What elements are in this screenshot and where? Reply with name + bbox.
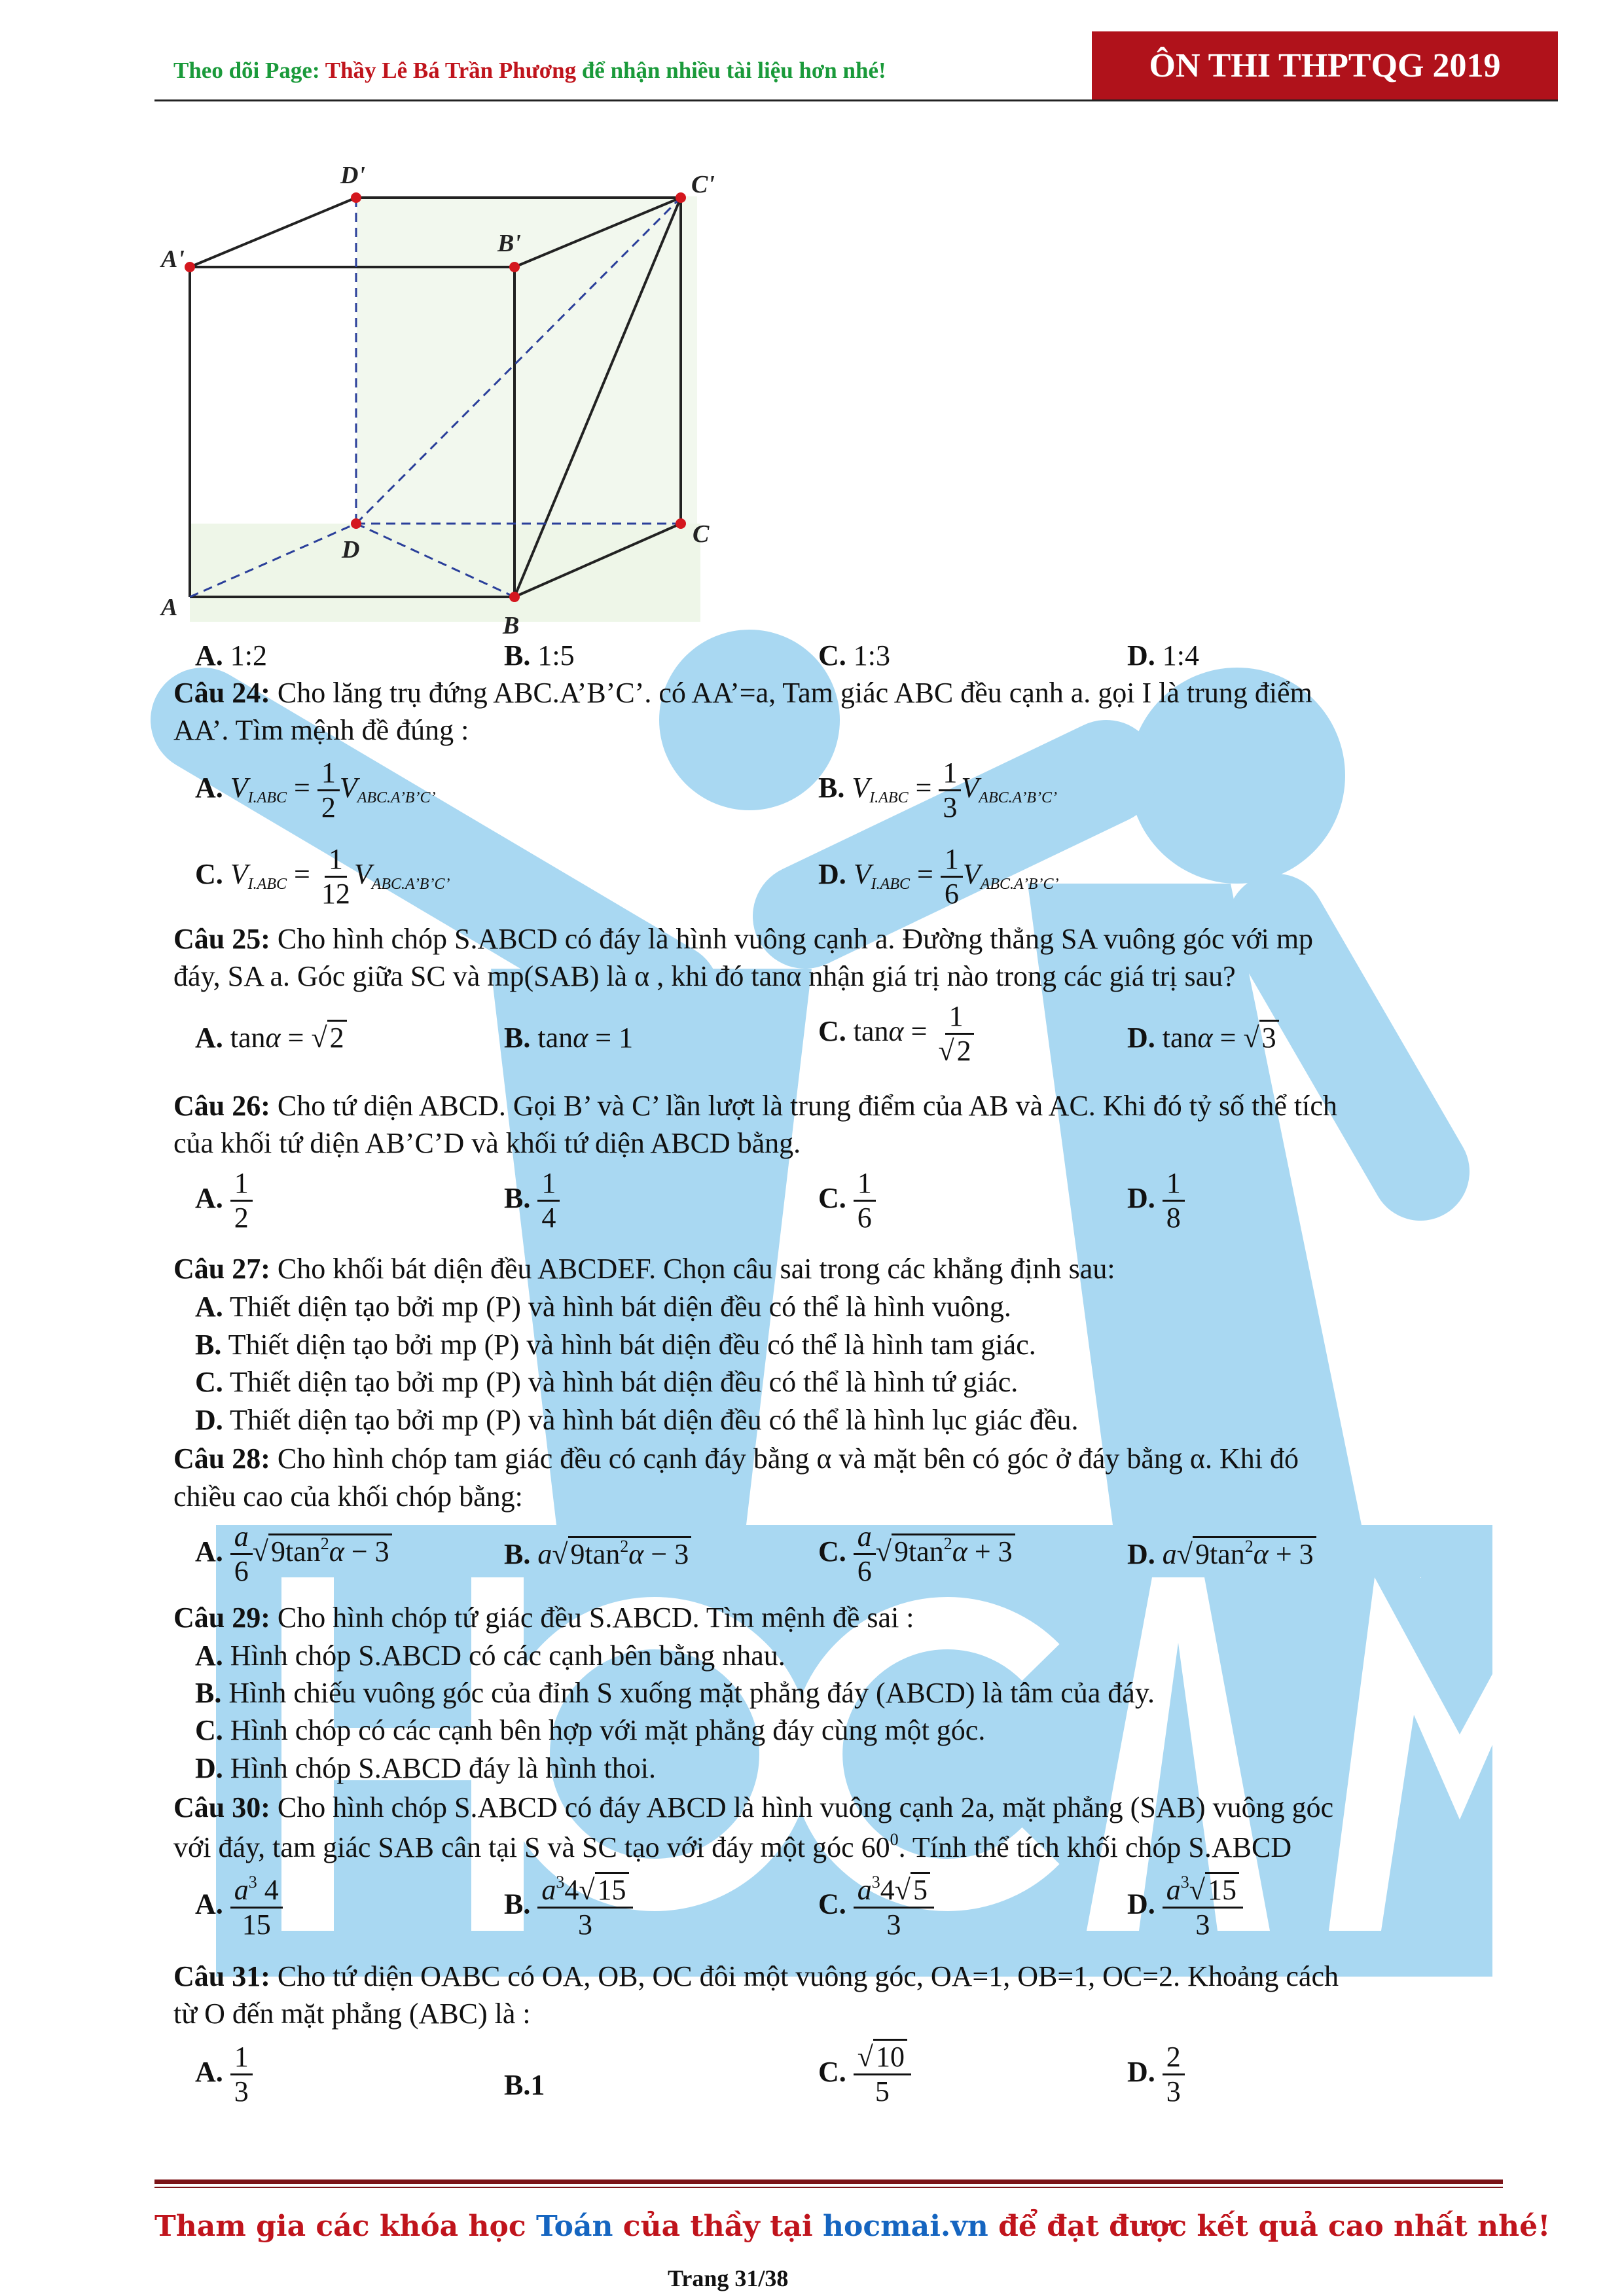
footer-divider	[154, 2179, 1503, 2184]
label-d-prime: D'	[340, 162, 365, 189]
label-d: D	[342, 536, 360, 564]
q30-line1: Câu 30: Cho hình chóp S.ABCD có đáy ABCD là hình vuông cạnh 2a, mặt phẳng (SAB) vuông góc	[173, 1791, 1334, 1823]
q24-option-d[interactable]: D. $V_{I.ABC}$ = $\frac{1}{6}$ $V_{ABC.A’B’C’}$	[818, 843, 1059, 910]
cube-figure	[157, 157, 733, 641]
q26-option-c[interactable]: C. $\frac{1}{6}$	[818, 1168, 876, 1233]
q31-option-b[interactable]: B.1	[504, 2069, 545, 2101]
q23-option-c[interactable]: C. 1:3	[818, 639, 891, 672]
q26-option-b[interactable]: B. $\frac{1}{4}$	[504, 1168, 560, 1233]
q25-option-a[interactable]: A. tanα = √2	[195, 1021, 347, 1054]
q24-line1: Câu 24: Cho lăng trụ đứng ABC.A’B’C’. có AA’=a, Tam giác ABC đều cạnh a. gọi I là trung điểm	[173, 677, 1312, 709]
q25-line1: Câu 25: Cho hình chóp S.ABCD có đáy là hình vuông cạnh a. Đường thẳng SA vuông góc với mp	[173, 923, 1314, 955]
label-b: B	[503, 612, 520, 639]
page-number: Trang 31/38	[668, 2265, 789, 2291]
footer-site-link[interactable]: hocmai.vn	[823, 2210, 988, 2243]
header-prefix: Theo dõi Page:	[173, 58, 325, 83]
header-page-link[interactable]: Thầy Lê Bá Trần Phương	[325, 58, 577, 83]
footer-divider-thin	[154, 2187, 1503, 2188]
q31-line2: từ O đến mặt phẳng (ABC) là :	[173, 1998, 531, 2030]
label-c: C	[693, 520, 710, 548]
q29-option-a[interactable]: A. Hình chóp S.ABCD có các cạnh bên bằng nhau.	[195, 1640, 785, 1672]
q24-line2: AA’. Tìm mệnh đề đúng :	[173, 714, 469, 746]
header-suffix: để nhận nhiều tài liệu hơn nhé!	[576, 58, 886, 83]
q28-line1: Câu 28: Cho hình chóp tam giác đều có cạnh đáy bằng α và mặt bên có góc ở đáy bằng α. Khi đó	[173, 1443, 1299, 1475]
q24-option-c[interactable]: C. $V_{I.ABC}$ = $\frac{1}{12}$ $V_{ABC.A’B’C’}$	[195, 843, 450, 910]
q30-option-d[interactable]: D. $\frac{a^3√15}{3}$	[1127, 1873, 1243, 1940]
q31-option-a[interactable]: A. $\frac{1}{3}$	[195, 2042, 253, 2107]
q26-option-a[interactable]: A. $\frac{1}{2}$	[195, 1168, 253, 1233]
q25-option-b[interactable]: B. tanα = 1	[504, 1022, 634, 1054]
q27-option-a[interactable]: A. Thiết diện tạo bởi mp (P) và hình bát diện đều có thể là hình vuông.	[195, 1291, 1011, 1323]
q26-line1: Câu 26: Cho tứ diện ABCD. Gọi B’ và C’ lần lượt là trung điểm của AB và AC. Khi đó tỷ số thể tích	[173, 1090, 1337, 1122]
q24-option-b[interactable]: B. $V_{I.ABC}$ = $\frac{1}{3}$ $V_{ABC.A’B’C’}$	[818, 757, 1058, 824]
label-a: A	[161, 594, 178, 621]
q29-option-c[interactable]: C. Hình chóp có các cạnh bên hợp với mặt phẳng đáy cùng một góc.	[195, 1714, 986, 1746]
q23-option-b[interactable]: B. 1:5	[504, 639, 575, 672]
q31-option-d[interactable]: D. $\frac{2}{3}$	[1127, 2042, 1185, 2107]
q30-line2: với đáy, tam giác SAB cân tại S và SC tạo với đáy một góc $60^0$. Tính thể tích khối chóp S.ABCD	[173, 1830, 1292, 1863]
q24-option-a[interactable]: A. $V_{I.ABC}$ = $\frac{1}{2}$ $V_{ABC.A’B’C’}$	[195, 757, 436, 824]
q26-option-d[interactable]: D. $\frac{1}{8}$	[1127, 1168, 1185, 1233]
q30-option-c[interactable]: C. $\frac{a^34√5}{3}$	[818, 1873, 934, 1940]
q23-option-a[interactable]: A. 1:2	[195, 639, 268, 672]
q23-option-d[interactable]: D. 1:4	[1127, 639, 1200, 672]
q28-option-a[interactable]: A. $\frac{a}{6}$ $√9\tan^2\alpha - 3$	[195, 1522, 392, 1587]
q28-line2: chiều cao của khối chóp bằng:	[173, 1480, 523, 1513]
q28-option-c[interactable]: C. $\frac{a}{6}$ $√9\tan^2\alpha + 3$	[818, 1522, 1015, 1587]
q30-option-b[interactable]: B. $\frac{a^34√15}{3}$	[504, 1873, 633, 1940]
label-b-prime: B'	[497, 230, 521, 257]
q28-option-d[interactable]: D. $a√9\tan^2\alpha + 3$	[1127, 1537, 1316, 1571]
q31-option-c[interactable]: C. $\frac{√10}{5}$	[818, 2042, 911, 2107]
q29-option-d[interactable]: D. Hình chóp S.ABCD đáy là hình thoi.	[195, 1752, 656, 1784]
q27-option-d[interactable]: D. Thiết diện tạo bởi mp (P) và hình bát diện đều có thể là hình lục giác đều.	[195, 1404, 1079, 1436]
q27-line1: Câu 27: Cho khối bát diện đều ABCDEF. Chọn câu sai trong các khẳng định sau:	[173, 1253, 1115, 1285]
q25-option-d[interactable]: D. tanα = √3	[1127, 1021, 1279, 1054]
q25-line2: đáy, SA a. Góc giữa SC và mp(SAB) là α , khi đó tanα nhận giá trị nào trong các giá trị sau?	[173, 960, 1236, 992]
q25-option-c[interactable]: C. tanα = $\frac{1}{√2}$	[818, 1001, 978, 1066]
q26-line2: của khối tứ diện AB’C’D và khối tứ diện ABCD bằng.	[173, 1127, 801, 1159]
q29-option-b[interactable]: B. Hình chiếu vuông góc của đỉnh S xuống mặt phẳng đáy (ABCD) là tâm của đáy.	[195, 1677, 1155, 1709]
q29-line1: Câu 29: Cho hình chóp tứ giác đều S.ABCD. Tìm mệnh đề sai :	[173, 1602, 914, 1634]
header-badge: ÔN THI THPTQG 2019	[1092, 31, 1558, 99]
q30-option-a[interactable]: A. $\frac{a^3 4}{15}$	[195, 1873, 283, 1940]
q31-line1: Câu 31: Cho tứ diện OABC có OA, OB, OC đôi một vuông góc, OA=1, OB=1, OC=2. Khoảng cách	[173, 1960, 1339, 1992]
footer-promo: Tham gia các khóa học Toán của thầy tại hocmai.vn để đạt được kết quả cao nhất nhé!	[154, 2210, 1551, 2243]
label-a-prime: A'	[161, 245, 185, 273]
label-c-prime: C'	[691, 171, 715, 198]
q27-option-b[interactable]: B. Thiết diện tạo bởi mp (P) và hình bát diện đều có thể là hình tam giác.	[195, 1329, 1036, 1361]
q27-option-c[interactable]: C. Thiết diện tạo bởi mp (P) và hình bát diện đều có thể là hình tứ giác.	[195, 1366, 1019, 1398]
q28-option-b[interactable]: B. $a√9\tan^2\alpha - 3$	[504, 1537, 691, 1571]
